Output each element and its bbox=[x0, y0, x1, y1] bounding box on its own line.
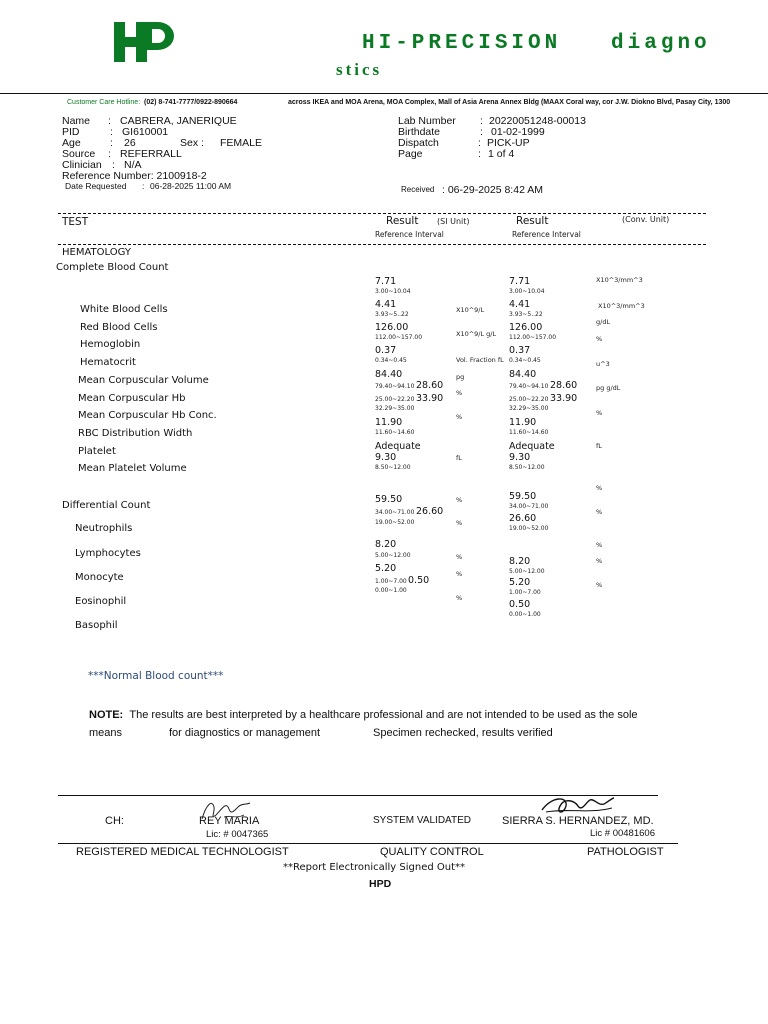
si-unit: X10^9/L bbox=[456, 306, 485, 314]
patient-source: REFERRALL bbox=[120, 148, 182, 160]
test-name: Mean Corpuscular Volume bbox=[78, 375, 209, 386]
conv-ref: 11.60~14.60 bbox=[509, 429, 549, 436]
patient-name: CABRERA, JANERIQUE bbox=[120, 115, 237, 127]
table-header-top-dash bbox=[58, 213, 706, 214]
si-result: 11.90 bbox=[375, 417, 403, 428]
test-name: Mean Corpuscular Hb bbox=[78, 393, 186, 404]
diff-title: Differential Count bbox=[62, 500, 151, 511]
conv-ref: 79.40~94.10 bbox=[509, 383, 549, 390]
conv-unit: % bbox=[596, 484, 603, 492]
name-label: Name bbox=[62, 115, 91, 127]
si-ref: 0.34~0.45 bbox=[375, 357, 407, 364]
electronic-signoff: **Report Electronically Signed Out** bbox=[283, 862, 466, 873]
conv-unit: % bbox=[596, 557, 603, 565]
col-result-si-header: Result bbox=[386, 215, 419, 227]
conv-unit: % bbox=[596, 335, 603, 343]
conv-ref: 34.00~71.00 bbox=[509, 503, 549, 510]
si-ref: 34.00~71.00 bbox=[375, 509, 415, 516]
header-rule bbox=[0, 93, 768, 94]
si-ref: 8.50~12.00 bbox=[375, 464, 411, 471]
test-name: Platelet bbox=[78, 446, 116, 457]
si-ref: 25.00~22.20 bbox=[375, 396, 415, 403]
si-ref: 0.00~1.00 bbox=[375, 587, 407, 594]
si-unit: % bbox=[456, 594, 463, 602]
brand-name-line2: stics bbox=[336, 60, 383, 79]
si-unit: % bbox=[456, 553, 463, 561]
note-line1: NOTE: The results are best interpreted by a healthcare professional and are not intended to be used as the sole bbox=[89, 709, 638, 721]
si-unit: % bbox=[456, 413, 463, 421]
col-result-conv-header: Result bbox=[516, 215, 549, 227]
test-name: Basophil bbox=[75, 620, 118, 631]
test-name: Lymphocytes bbox=[75, 548, 141, 559]
si-result: 4.41 bbox=[375, 299, 397, 310]
date-requested-label: Date Requested bbox=[65, 181, 127, 191]
conv-unit: % bbox=[596, 508, 603, 516]
conv-ref: 5.00~12.00 bbox=[509, 568, 545, 575]
qc-title: QUALITY CONTROL bbox=[380, 846, 484, 858]
conv-unit: g/dL bbox=[596, 318, 611, 326]
test-name: Mean Corpuscular Hb Conc. bbox=[78, 410, 217, 421]
si-result: 33.90 bbox=[416, 393, 444, 404]
si-unit: % bbox=[456, 570, 463, 578]
pid-colon: : bbox=[110, 126, 113, 138]
received-label: Received bbox=[401, 185, 435, 194]
pathologist-title: PATHOLOGIST bbox=[587, 846, 664, 858]
date-requested: 06-28-2025 11:00 AM bbox=[150, 181, 232, 191]
dispatch-colon: : bbox=[478, 137, 481, 149]
test-name: Hemoglobin bbox=[80, 339, 141, 350]
conv-ref: 25.00~22.20 bbox=[509, 396, 549, 403]
conv-ref: 112.00~157.00 bbox=[509, 334, 557, 341]
conv-result: 84.40 bbox=[509, 369, 537, 380]
si-result: 5.20 bbox=[375, 563, 397, 574]
note-line2-verified: Specimen rechecked, results verified bbox=[373, 727, 553, 739]
pathologist-license: Lic # 00481606 bbox=[590, 828, 655, 839]
lab-number-colon: : bbox=[480, 115, 483, 127]
col-si-unit-header: (SI Unit) bbox=[437, 217, 470, 226]
patient-pid: GI610001 bbox=[122, 126, 169, 138]
test-name: Red Blood Cells bbox=[80, 322, 158, 333]
si-result: 84.40 bbox=[375, 369, 403, 380]
si-unit: fL bbox=[456, 454, 462, 462]
age-label: Age bbox=[62, 137, 81, 149]
clinician-colon: : bbox=[112, 159, 115, 171]
conv-result: 126.00 bbox=[509, 322, 543, 333]
si-unit: % bbox=[456, 496, 463, 504]
conv-ref: 1.00~7.00 bbox=[509, 589, 541, 596]
birthdate-colon: : bbox=[480, 126, 483, 138]
patient-age: 26 bbox=[124, 137, 136, 149]
si-result: Adequate bbox=[375, 441, 421, 452]
medtech-name: REY MARIA bbox=[199, 815, 260, 827]
table-header-bottom-dash bbox=[58, 244, 706, 245]
si-ref: 19.00~52.00 bbox=[375, 519, 415, 526]
cbc-title: Complete Blood Count bbox=[56, 262, 169, 273]
si-ref: 1.00~7.00 bbox=[375, 578, 407, 585]
received-date: : 06-29-2025 8:42 AM bbox=[442, 184, 543, 196]
medtech-license: Lic: # 0047365 bbox=[206, 829, 269, 840]
si-result: 28.60 bbox=[416, 380, 444, 391]
test-name: White Blood Cells bbox=[80, 304, 168, 315]
test-name: RBC Distribution Width bbox=[78, 428, 193, 439]
conv-result: 0.37 bbox=[509, 345, 531, 356]
note-line2-means: means bbox=[89, 727, 123, 739]
si-ref: 5.00~12.00 bbox=[375, 552, 411, 559]
date-requested-colon: : bbox=[142, 181, 145, 191]
result-remark: ***Normal Blood count*** bbox=[88, 670, 224, 682]
si-unit: pg bbox=[456, 373, 465, 381]
conv-unit: X10^3/mm^3 bbox=[598, 302, 645, 310]
conv-result: 33.90 bbox=[550, 393, 578, 404]
clinic-address: across IKEA and MOA Arena, MOA Complex, Mall of Asia Arena Annex Bldg (MAAX Coral way, cor J.W. Diokno Blvd, Pasay City, 1300 bbox=[288, 99, 731, 106]
patient-clinician: N/A bbox=[124, 159, 142, 171]
customer-hotline: Customer Care Hotline: (02) 8-741-7777/0922-890664 bbox=[67, 99, 238, 106]
conv-ref: 3.93~5..22 bbox=[509, 311, 543, 318]
source-colon: : bbox=[108, 148, 111, 160]
system-validated: SYSTEM VALIDATED bbox=[373, 815, 471, 826]
conv-unit: % bbox=[596, 409, 603, 417]
conv-ref: 32.29~35.00 bbox=[509, 405, 549, 412]
sex-label: Sex : bbox=[180, 137, 204, 149]
medtech-title: REGISTERED MEDICAL TECHNOLOGIST bbox=[76, 846, 289, 858]
si-result: 26.60 bbox=[416, 506, 444, 517]
footer-code: HPD bbox=[369, 878, 392, 890]
test-name: Eosinophil bbox=[75, 596, 127, 607]
conv-result: 9.30 bbox=[509, 452, 531, 463]
page-label: Page bbox=[398, 148, 423, 160]
conv-ref: 19.00~52.00 bbox=[509, 525, 549, 532]
test-name: Hematocrit bbox=[80, 357, 136, 368]
conv-unit: fL bbox=[596, 442, 602, 450]
si-result: 0.50 bbox=[408, 575, 430, 586]
col-ref-si-header: Reference Interval bbox=[375, 230, 444, 239]
si-result: 0.37 bbox=[375, 345, 397, 356]
birthdate: 01-02-1999 bbox=[491, 126, 545, 138]
age-colon: : bbox=[110, 137, 113, 149]
hpd-logo bbox=[112, 18, 176, 66]
section-hematology: HEMATOLOGY bbox=[62, 247, 131, 258]
conv-result: 0.50 bbox=[509, 599, 531, 610]
conv-ref: 3.00~10.04 bbox=[509, 288, 545, 295]
conv-result: 26.60 bbox=[509, 513, 537, 524]
conv-unit: X10^3/mm^3 bbox=[596, 276, 643, 284]
si-ref: 32.29~35.00 bbox=[375, 405, 415, 412]
si-ref: 79.40~94.10 bbox=[375, 383, 415, 390]
si-result: 8.20 bbox=[375, 539, 397, 550]
si-result: 59.50 bbox=[375, 494, 403, 505]
page-colon: : bbox=[478, 148, 481, 160]
lab-number-label: Lab Number bbox=[398, 115, 456, 127]
conv-ref: 0.34~0.45 bbox=[509, 357, 541, 364]
lab-number: 20220051248-00013 bbox=[489, 115, 586, 127]
signature-bottom-line bbox=[58, 843, 678, 844]
test-name: Mean Platelet Volume bbox=[78, 463, 187, 474]
conv-result: Adequate bbox=[509, 441, 555, 452]
si-unit: % bbox=[456, 389, 463, 397]
pid-label: PID bbox=[62, 126, 80, 138]
conv-result: 5.20 bbox=[509, 577, 531, 588]
conv-result: 7.71 bbox=[509, 276, 531, 287]
conv-result: 8.20 bbox=[509, 556, 531, 567]
name-colon: : bbox=[108, 115, 111, 127]
conv-unit: pg g/dL bbox=[596, 384, 621, 392]
si-unit: Vol. Fraction fL bbox=[456, 356, 504, 364]
si-result: 9.30 bbox=[375, 452, 397, 463]
conv-unit: % bbox=[596, 541, 603, 549]
conv-ref: 8.50~12.00 bbox=[509, 464, 545, 471]
conv-result: 59.50 bbox=[509, 491, 537, 502]
note-line2-diagnostics: for diagnostics or management bbox=[169, 727, 321, 739]
dispatch-label: Dispatch bbox=[398, 137, 439, 149]
conv-unit: u^3 bbox=[596, 360, 610, 368]
col-ref-conv-header: Reference Interval bbox=[512, 230, 581, 239]
si-result: 126.00 bbox=[375, 322, 409, 333]
source-label: Source bbox=[62, 148, 96, 160]
conv-result: 11.90 bbox=[509, 417, 537, 428]
si-ref: 3.00~10.04 bbox=[375, 288, 411, 295]
si-ref: 3.93~5..22 bbox=[375, 311, 409, 318]
si-ref: 11.60~14.60 bbox=[375, 429, 415, 436]
test-name: Monocyte bbox=[75, 572, 124, 583]
col-test-header: TEST bbox=[62, 216, 89, 228]
ch-label: CH: bbox=[105, 815, 124, 827]
test-name: Neutrophils bbox=[75, 523, 133, 534]
si-unit: % bbox=[456, 519, 463, 527]
conv-ref: 0.00~1.00 bbox=[509, 611, 541, 618]
pathologist-name: SIERRA S. HERNANDEZ, MD. bbox=[502, 815, 654, 827]
reference-number: Reference Number: 2100918-2 bbox=[62, 170, 207, 182]
col-conv-unit-header: (Conv. Unit) bbox=[622, 215, 670, 224]
dispatch: PICK-UP bbox=[487, 137, 530, 149]
si-ref: 112.00~157.00 bbox=[375, 334, 423, 341]
brand-name-line1: HI-PRECISION diagno bbox=[362, 32, 711, 55]
conv-result: 4.41 bbox=[509, 299, 531, 310]
conv-result: 28.60 bbox=[550, 380, 578, 391]
conv-unit: % bbox=[596, 581, 603, 589]
patient-sex: FEMALE bbox=[220, 137, 263, 149]
clinician-label: Clinician bbox=[62, 159, 102, 171]
page-number: 1 of 4 bbox=[488, 148, 515, 160]
si-unit: X10^9/L g/L bbox=[456, 330, 497, 338]
si-result: 7.71 bbox=[375, 276, 397, 287]
birthdate-label: Birthdate bbox=[398, 126, 441, 138]
